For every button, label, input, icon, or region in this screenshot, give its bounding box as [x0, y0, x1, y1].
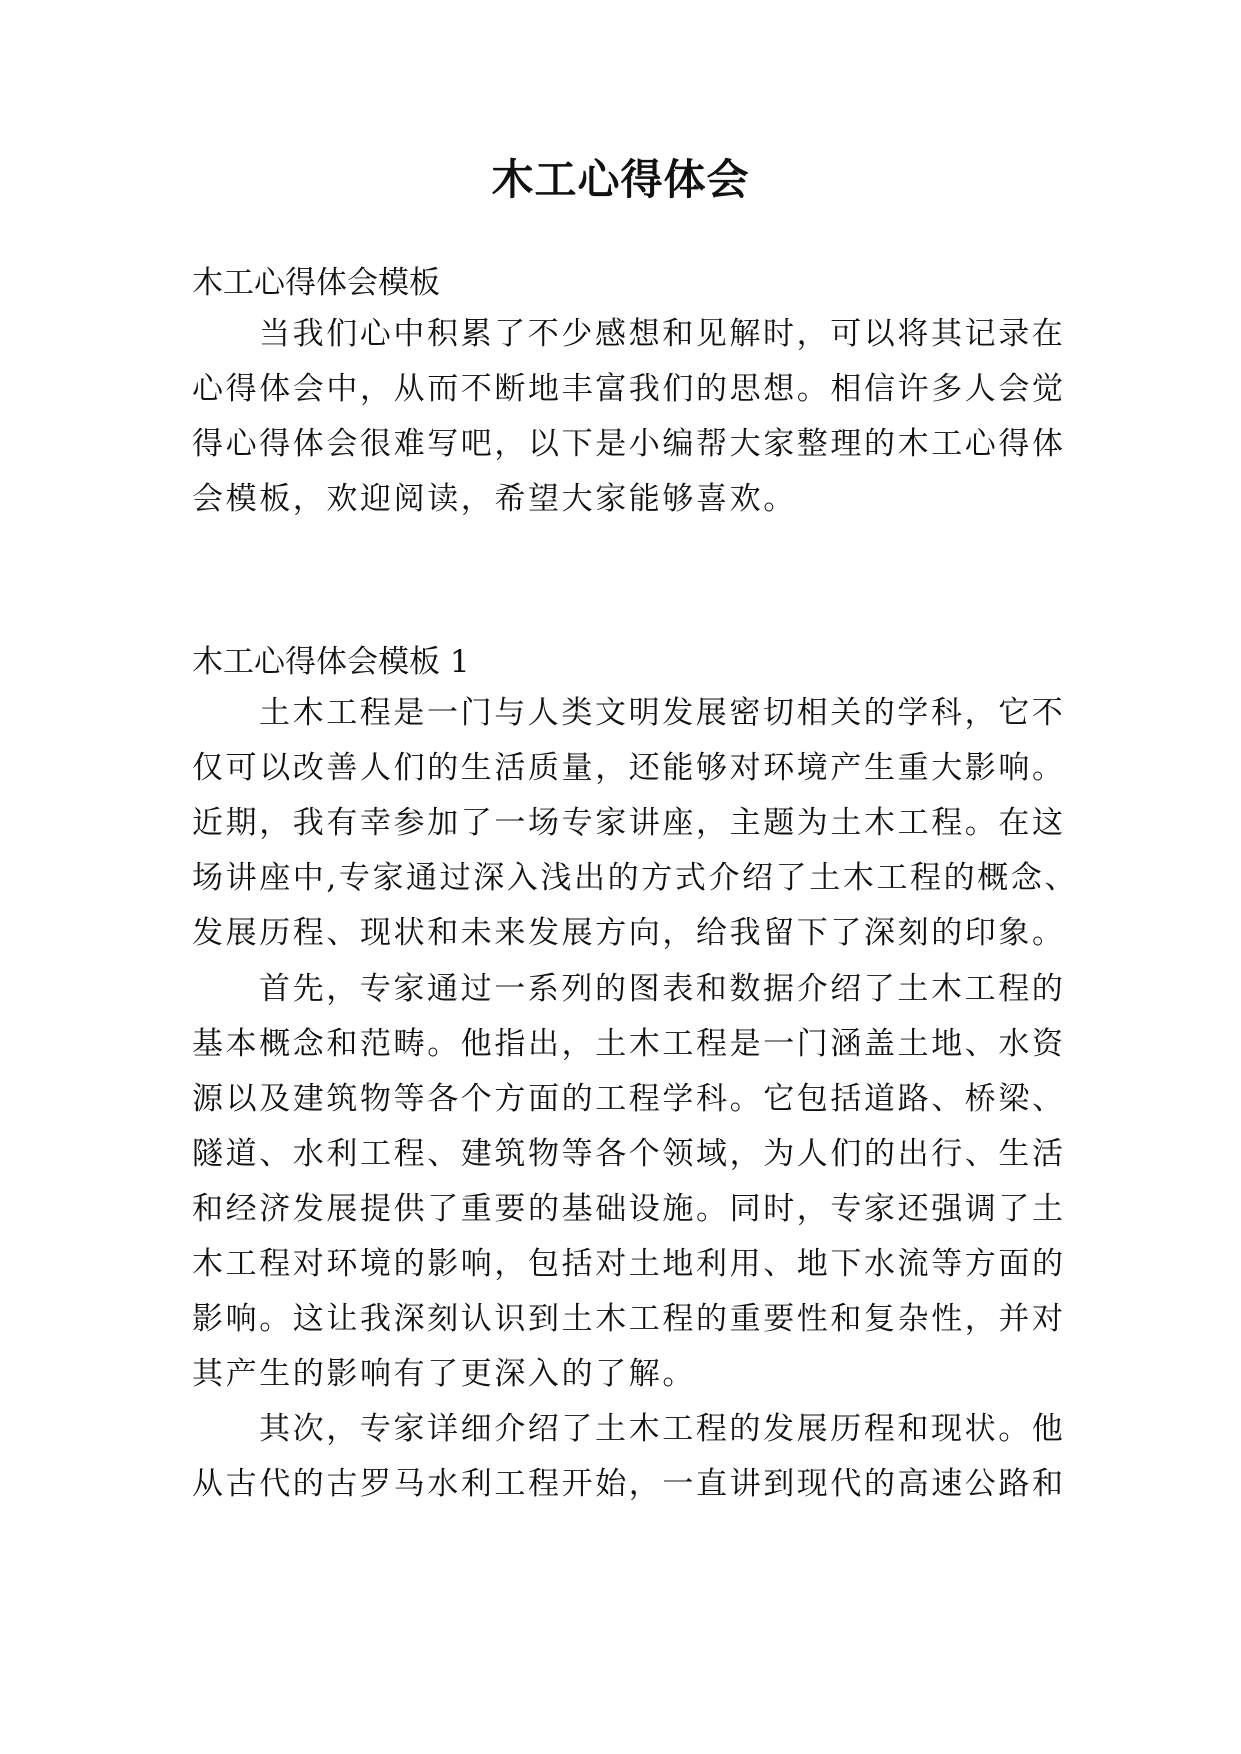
paragraph-line: 从古代的古罗马水利工程开始，一直讲到现代的高速公路和 — [192, 1466, 1066, 1502]
paragraph-line: 仅可以改善人们的生活质量，还能够对环境产生重大影响。 — [192, 750, 1066, 786]
paragraph-line: 隧道、水利工程、建筑物等各个领域，为人们的出行、生活 — [192, 1136, 1066, 1172]
section-heading: 木工心得体会模板 — [192, 265, 440, 301]
paragraph-line: 影响。这让我深刻认识到土木工程的重要性和复杂性，并对 — [192, 1301, 1066, 1337]
paragraph-line: 得心得体会很难写吧，以下是小编帮大家整理的木工心得体 — [192, 426, 1066, 462]
paragraph — [192, 1402, 1092, 1512]
paragraph — [192, 307, 1092, 527]
paragraph-line: 源以及建筑物等各个方面的工程学科。它包括道路、桥梁、 — [192, 1081, 1066, 1117]
paragraph-line: 基本概念和范畴。他指出，土木工程是一门涵盖土地、水资 — [192, 1026, 1066, 1062]
paragraph-line: 场讲座中,专家通过深入浅出的方式介绍了土木工程的概念、 — [192, 860, 1079, 896]
paragraph-line: 土木工程是一门与人类文明发展密切相关的学科，它不 — [259, 695, 1066, 731]
paragraph-line: 发展历程、现状和未来发展方向，给我留下了深刻的印象。 — [192, 915, 1066, 951]
paragraph-line: 其产生的影响有了更深入的了解。 — [192, 1356, 696, 1392]
paragraph-line: 首先，专家通过一系列的图表和数据介绍了土木工程的 — [259, 971, 1066, 1007]
paragraph-line: 和经济发展提供了重要的基础设施。同时，专家还强调了土 — [192, 1191, 1066, 1227]
paragraph-line: 木工程对环境的影响，包括对土地利用、地下水流等方面的 — [192, 1246, 1066, 1282]
paragraph-line: 近期，我有幸参加了一场专家讲座，主题为土木工程。在这 — [192, 805, 1066, 841]
paragraph-line: 会模板，欢迎阅读，希望大家能够喜欢。 — [192, 481, 797, 517]
section-heading: 木工心得体会模板 1 — [192, 644, 470, 680]
paragraph-line: 其次，专家详细介绍了土木工程的发展历程和现状。他 — [259, 1411, 1066, 1447]
paragraph-line: 当我们心中积累了不少感想和见解时，可以将其记录在 — [259, 316, 1066, 352]
paragraph — [192, 686, 1092, 961]
paragraph — [192, 962, 1092, 1402]
document-title: 木工心得体会 — [491, 155, 750, 204]
paragraph-line: 心得体会中，从而不断地丰富我们的思想。相信许多人会觉 — [192, 371, 1066, 407]
